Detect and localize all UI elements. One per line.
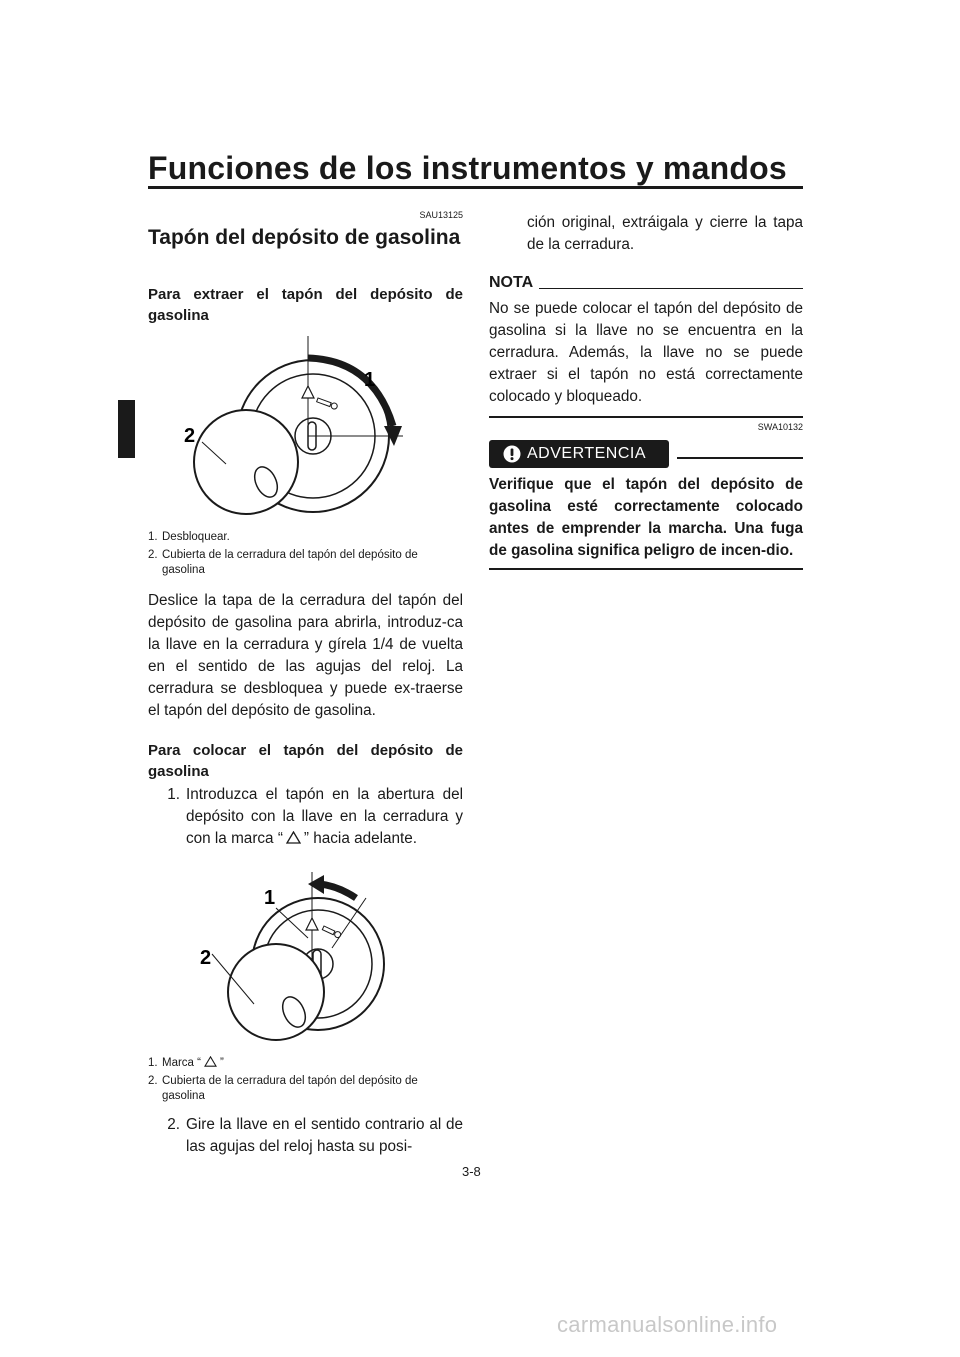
- warning-header: [489, 440, 803, 468]
- figure1-caption: [148, 530, 463, 578]
- warning-bottom-rule: [489, 568, 803, 570]
- figure2-label-2: 2: [200, 947, 212, 969]
- caption-text-after: ”: [219, 1057, 224, 1069]
- nota-header: [489, 274, 803, 292]
- triangle-mark-icon: [286, 831, 301, 844]
- caption-num: 2.: [148, 1075, 158, 1087]
- caption-text: [162, 1056, 224, 1071]
- right-column: [489, 210, 803, 570]
- step-text: ción original, extráigala y cierre la tapa de la cerradura.: [527, 214, 803, 253]
- caption-text-before: Marca “: [162, 1057, 201, 1069]
- figure1-label-1: 1: [364, 369, 376, 391]
- caption-num: 1.: [148, 1057, 158, 1069]
- figure2-caption: [148, 1056, 463, 1104]
- chapter-tab: [118, 400, 135, 458]
- caption-text: Cubierta de la cerradura del tapón del depósito de gasolina: [162, 549, 418, 576]
- caption-num: 1.: [148, 531, 158, 543]
- step-number: 1.: [167, 786, 180, 803]
- caption-num: 2.: [148, 549, 158, 561]
- nota-label: NOTA: [489, 274, 534, 291]
- left-column: [148, 210, 463, 1158]
- remove-heading: Para extraer el tapón del depósito de gasolina: [148, 286, 463, 324]
- step-text: [186, 784, 463, 850]
- warning-label: ADVERTENCIA: [527, 444, 647, 462]
- step-number: 2.: [167, 1116, 180, 1133]
- warning-code: SWA10132: [757, 421, 803, 432]
- warning-badge: [489, 440, 669, 468]
- nota-text: No se puede colocar el tapón del depósito de gasolina si la llave no se encuentra en la cerradura. Además, la llave no se puede extraer si el tapón no está correctamente colocado y bloqueado.: [489, 300, 803, 405]
- figure1-label-2: 2: [184, 425, 196, 447]
- section-title: Tapón del depósito de gasolina: [148, 226, 461, 249]
- watermark: carmanualsonline.info: [557, 1312, 778, 1337]
- figure-install: [148, 864, 463, 1054]
- figure-unlock: [148, 336, 463, 526]
- warning-text: Verifique que el tapón del depósito de gasolina esté correctamente colocado antes de emprender la marcha. Una fuga de gasolina significa peligro de incen-dio.: [489, 475, 803, 559]
- install-heading: Para colocar el tapón del depósito de gasolina: [148, 742, 463, 780]
- page-number: 3-8: [462, 1164, 481, 1179]
- install-step-2-continued: [489, 212, 803, 256]
- triangle-mark-icon: [204, 1056, 217, 1067]
- caption-text: Desbloquear.: [162, 531, 230, 543]
- nota-bottom-rule: [489, 416, 803, 418]
- remove-body: Deslice la tapa de la cerradura del tapón del depósito de gasolina para abrirla, introduz-ca la llave en la cerradura y gírela 1/4 de vuelta en el sentido de las agujas del reloj. La cerradura se desbloquea y puede ex-traerse el tapón del depósito de gasolina.: [148, 592, 463, 719]
- page-title: Funciones de los instrumentos y mandos: [148, 150, 787, 186]
- step-text: Gire la llave en el sentido contrario al de las agujas del reloj hasta su posi-: [186, 1116, 463, 1155]
- figure2-label-1: 1: [264, 887, 276, 909]
- warning-icon: [503, 445, 521, 463]
- section-code: SAU13125: [419, 210, 463, 220]
- warning-rule: [677, 457, 803, 459]
- install-step-1: [148, 784, 463, 850]
- step-text-before: Introduzca el tapón en la abertura del depósito con la llave en la cerradura y con la marca “: [186, 786, 463, 847]
- nota-rule: [539, 288, 803, 290]
- step-text-after: ” hacia adelante.: [303, 830, 418, 847]
- title-rule: [148, 186, 803, 189]
- install-step-2: [148, 1114, 463, 1158]
- caption-text: Cubierta de la cerradura del tapón del depósito de gasolina: [162, 1075, 418, 1102]
